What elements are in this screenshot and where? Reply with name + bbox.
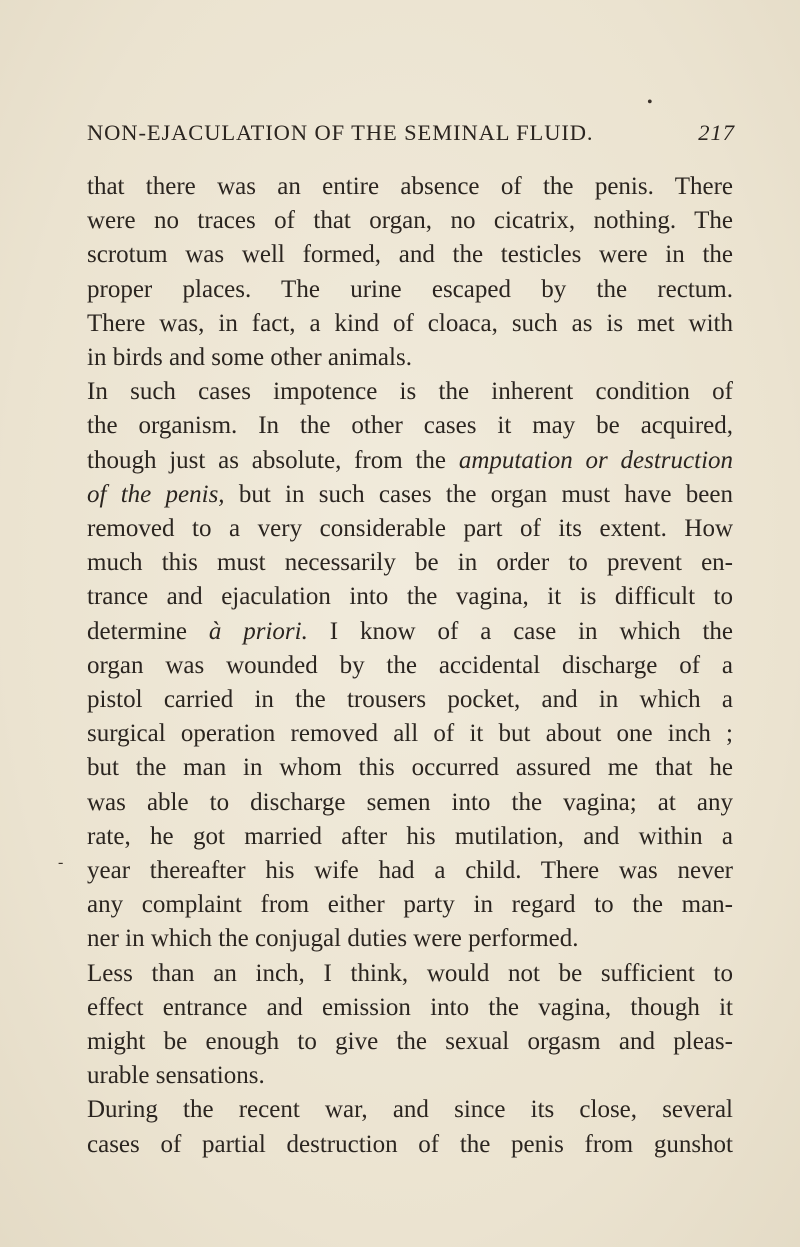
text-line: much this must necessarily be in order to prevent en- bbox=[87, 549, 733, 577]
text-line: proper places. The urine escaped by the rectum. bbox=[87, 275, 733, 303]
text-line: cases of partial destruction of the penis from gunshot bbox=[87, 1130, 733, 1158]
text-line: were no traces of that organ, no cicatrix, nothing. The bbox=[87, 207, 733, 235]
italic-phrase: amputation or destruction bbox=[458, 446, 734, 474]
text-line bbox=[87, 615, 733, 649]
text-line: There was, in fact, a kind of cloaca, such as is met with bbox=[87, 309, 733, 337]
text-line bbox=[87, 478, 733, 512]
text-line: any complaint from either party in regard to the man- bbox=[87, 891, 733, 919]
text-line: might be enough to give the sexual orgasm and pleas- bbox=[87, 1028, 733, 1056]
body-text bbox=[87, 170, 733, 1162]
text-line: urable sensations. bbox=[87, 1062, 265, 1090]
margin-dash-mark: - bbox=[58, 854, 64, 871]
running-title: NON-EJACULATION OF THE SEMINAL FLUID. bbox=[87, 120, 594, 145]
italic-phrase: of the penis, bbox=[87, 480, 225, 508]
text-line: effect entrance and emission into the vagina, though it bbox=[87, 993, 733, 1021]
text-line: in birds and some other animals. bbox=[87, 344, 412, 372]
text-line: pistol carried in the trousers pocket, and in which a bbox=[87, 686, 733, 714]
text-line bbox=[87, 444, 733, 478]
page-number: 217 bbox=[698, 120, 735, 145]
ink-dot-mark: • bbox=[647, 94, 653, 111]
italic-phrase: à priori. bbox=[208, 617, 308, 645]
text-line: removed to a very considerable part of its extent. How bbox=[87, 515, 733, 543]
text-line: year thereafter his wife had a child. There was never bbox=[87, 857, 733, 885]
running-header bbox=[87, 120, 735, 146]
text-line: the organism. In the other cases it may be acquired, bbox=[87, 412, 733, 440]
text-line: surgical operation removed all of it but about one inch ; bbox=[87, 720, 733, 748]
text-line: ner in which the conjugal duties were performed. bbox=[87, 925, 579, 953]
text-line: In such cases impotence is the inherent condition of bbox=[87, 378, 733, 406]
text-run: though just as absolute, from the bbox=[87, 446, 459, 474]
text-run: determine bbox=[87, 617, 209, 645]
text-run: but in such cases the organ must have been bbox=[224, 480, 733, 508]
text-line: scrotum was well formed, and the testicles were in the bbox=[87, 241, 733, 269]
text-line: but the man in whom this occurred assured me that he bbox=[87, 754, 733, 782]
text-line: During the recent war, and since its close, several bbox=[87, 1096, 733, 1124]
text-line: rate, he got married after his mutilation, and within a bbox=[87, 822, 733, 850]
text-line: organ was wounded by the accidental discharge of a bbox=[87, 651, 733, 679]
text-line: that there was an entire absence of the penis. There bbox=[87, 173, 733, 200]
text-line: trance and ejaculation into the vagina, it is difficult to bbox=[87, 583, 733, 611]
text-line: Less than an inch, I think, would not be sufficient to bbox=[87, 959, 733, 987]
text-run: I know of a case in which the bbox=[307, 617, 734, 645]
text-line: was able to discharge semen into the vagina; at any bbox=[87, 788, 733, 816]
